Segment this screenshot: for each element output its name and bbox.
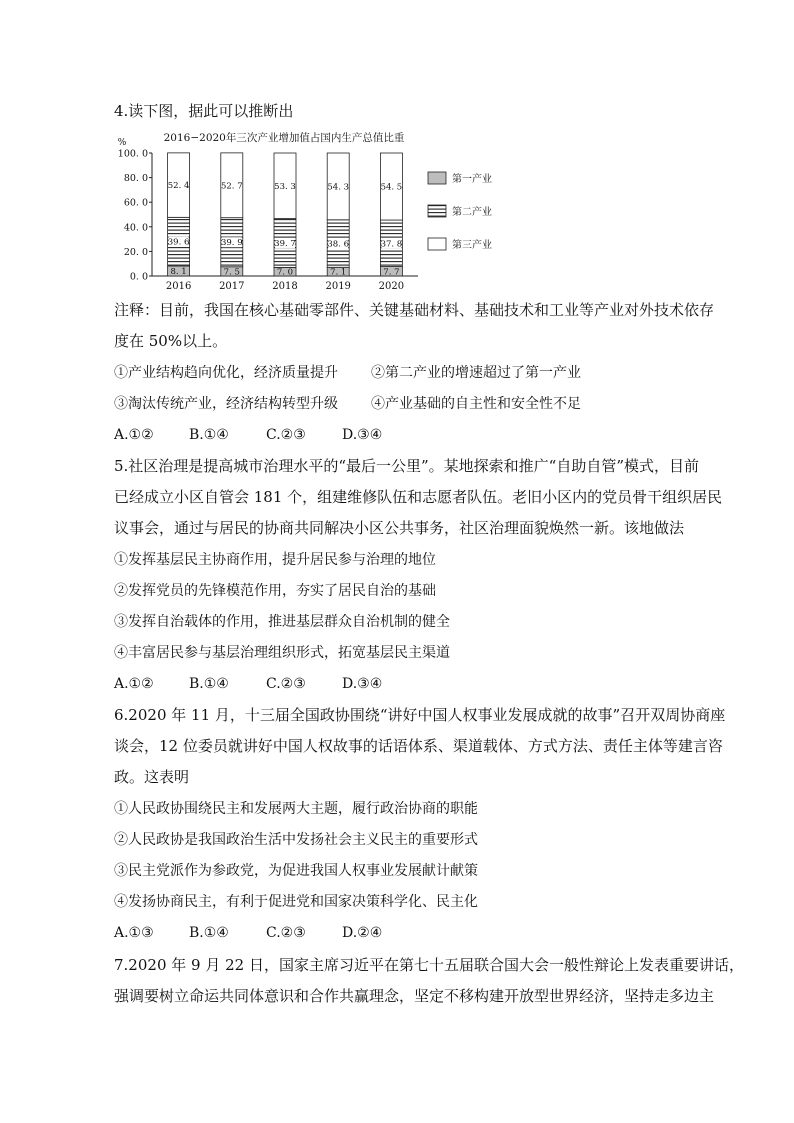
q4-answer-b: B.①④ (189, 427, 229, 443)
x-tick-label: 2017 (219, 281, 245, 292)
data-label: 8. 1 (170, 267, 187, 278)
y-tick-label: 80. 0 (123, 173, 148, 185)
q4-answer-c: C.②③ (266, 427, 306, 443)
q5-option-4: ④丰富居民参与基层治理组织形式，拓宽基层民主渠道 (114, 645, 450, 661)
q6-answer-a: A.①③ (114, 925, 154, 941)
q5-answer-a: A.①② (114, 676, 154, 692)
q6-option-1: ①人民政协围绕民主和发展两大主题，履行政治协商的职能 (114, 801, 478, 817)
legend-swatch-1 (428, 172, 446, 184)
q4-option-1: ①产业结构趋向优化，经济质量提升 (114, 365, 338, 381)
data-label: 52. 4 (167, 181, 190, 192)
q6-stem-line1: 6.2020 年 11 月，十三届全国政协围绕“讲好中国人权事业发展成就的故事”召开双周协商座 (114, 706, 726, 724)
industry-share-chart (112, 128, 502, 298)
data-label: 53. 3 (274, 181, 296, 192)
y-tick-label: 60. 0 (123, 197, 148, 209)
data-label: 39. 7 (274, 238, 296, 249)
y-tick-label: 0. 0 (129, 271, 148, 283)
legend-swatch-2 (428, 205, 446, 217)
data-label: 7. 1 (330, 267, 347, 278)
x-tick-label: 2020 (378, 281, 405, 292)
q7-stem-line2: 强调要树立命运共同体意识和合作共赢理念，坚定不移构建开放型世界经济，坚持走多边主 (114, 987, 715, 1005)
x-tick-label: 2018 (272, 281, 298, 292)
q6-option-4: ④发扬协商民主，有利于促进党和国家决策科学化、民主化 (114, 894, 478, 910)
q5-option-3: ③发挥自治载体的作用，推进基层群众自治机制的健全 (114, 614, 450, 630)
q6-answer-d: D.②④ (342, 925, 383, 941)
x-tick-label: 2019 (325, 281, 351, 292)
legend-label-2: 第二产业 (452, 207, 492, 218)
q4-note-line1: 注释：目前，我国在核心基础零部件、关键基础材料、基础技术和工业等产业对外技术依存 (114, 301, 715, 319)
data-label: 39. 9 (220, 238, 243, 249)
q6-option-3: ③民主党派作为参政党，为促进我国人权事业发展献计献策 (114, 863, 478, 879)
legend-swatch-3 (428, 238, 446, 250)
y-tick-label: 40. 0 (123, 222, 148, 234)
q5-option-2: ②发挥党员的先锋模范作用，夯实了居民自治的基础 (114, 583, 436, 599)
q4-option-3: ③淘汰传统产业，经济结构转型升级 (114, 396, 338, 412)
data-label: 7. 7 (383, 267, 400, 278)
q4-stem: 4.读下图，据此可以推断出 (114, 102, 294, 120)
q7-stem-line1: 7.2020 年 9 月 22 日，国家主席习近平在第七十五届联合国大会一般性辩论上发表重要讲话， (114, 956, 744, 974)
y-axis-unit: % (117, 138, 127, 148)
data-label: 37. 8 (380, 239, 403, 250)
y-tick-label: 20. 0 (123, 246, 148, 258)
q4-answer-d: D.③④ (342, 427, 383, 443)
data-label: 7. 5 (223, 267, 240, 278)
data-label: 7. 0 (276, 267, 294, 278)
y-tick-label: 100. 0 (117, 148, 148, 160)
q6-stem-line3: 政。这表明 (114, 768, 190, 786)
legend-label-1: 第一产业 (452, 174, 492, 185)
q5-stem-line1: 5.社区治理是提高城市治理水平的“最后一公里”。某地探索和推广“自助自管”模式，目前 (114, 457, 699, 475)
q5-answer-b: B.①④ (189, 676, 229, 692)
data-label: 38. 6 (327, 239, 350, 250)
q4-option-4: ④产业基础的自主性和安全性不足 (371, 396, 581, 412)
q4-note-line2: 度在 50%以上。 (114, 332, 228, 350)
q6-answer-b: B.①④ (189, 925, 229, 941)
data-label: 52. 7 (220, 181, 243, 192)
q5-stem-line3: 议事会，通过与居民的协商共同解决小区公共事务，社区治理面貌焕然一新。该地做法 (114, 519, 685, 537)
data-label: 54. 3 (327, 182, 350, 193)
x-tick-label: 2016 (165, 281, 192, 292)
q5-option-1: ①发挥基层民主协商作用，提升居民参与治理的地位 (114, 552, 436, 568)
q6-answer-c: C.②③ (266, 925, 306, 941)
q4-answer-a: A.①② (114, 427, 154, 443)
q6-stem-line2: 谈会，12 位委员就讲好中国人权故事的话语体系、渠道载体、方式方法、责任主体等建言咨 (114, 737, 723, 755)
stacked-bar-chart (112, 128, 502, 298)
q5-answer-c: C.②③ (266, 676, 306, 692)
q5-answer-d: D.③④ (342, 676, 383, 692)
chart-title: 2016−2020年三次产业增加值占国内生产总值比重 (163, 132, 405, 144)
q5-stem-line2: 已经成立小区自管会 181 个，组建维修队伍和志愿者队伍。老旧小区内的党员骨干组织居民 (114, 488, 723, 506)
data-label: 39. 6 (167, 237, 190, 248)
q4-option-2: ②第二产业的增速超过了第一产业 (371, 365, 581, 381)
legend-label-3: 第三产业 (452, 240, 492, 251)
q6-option-2: ②人民政协是我国政治生活中发扬社会主义民主的重要形式 (114, 832, 478, 848)
data-label: 54. 5 (380, 182, 403, 193)
